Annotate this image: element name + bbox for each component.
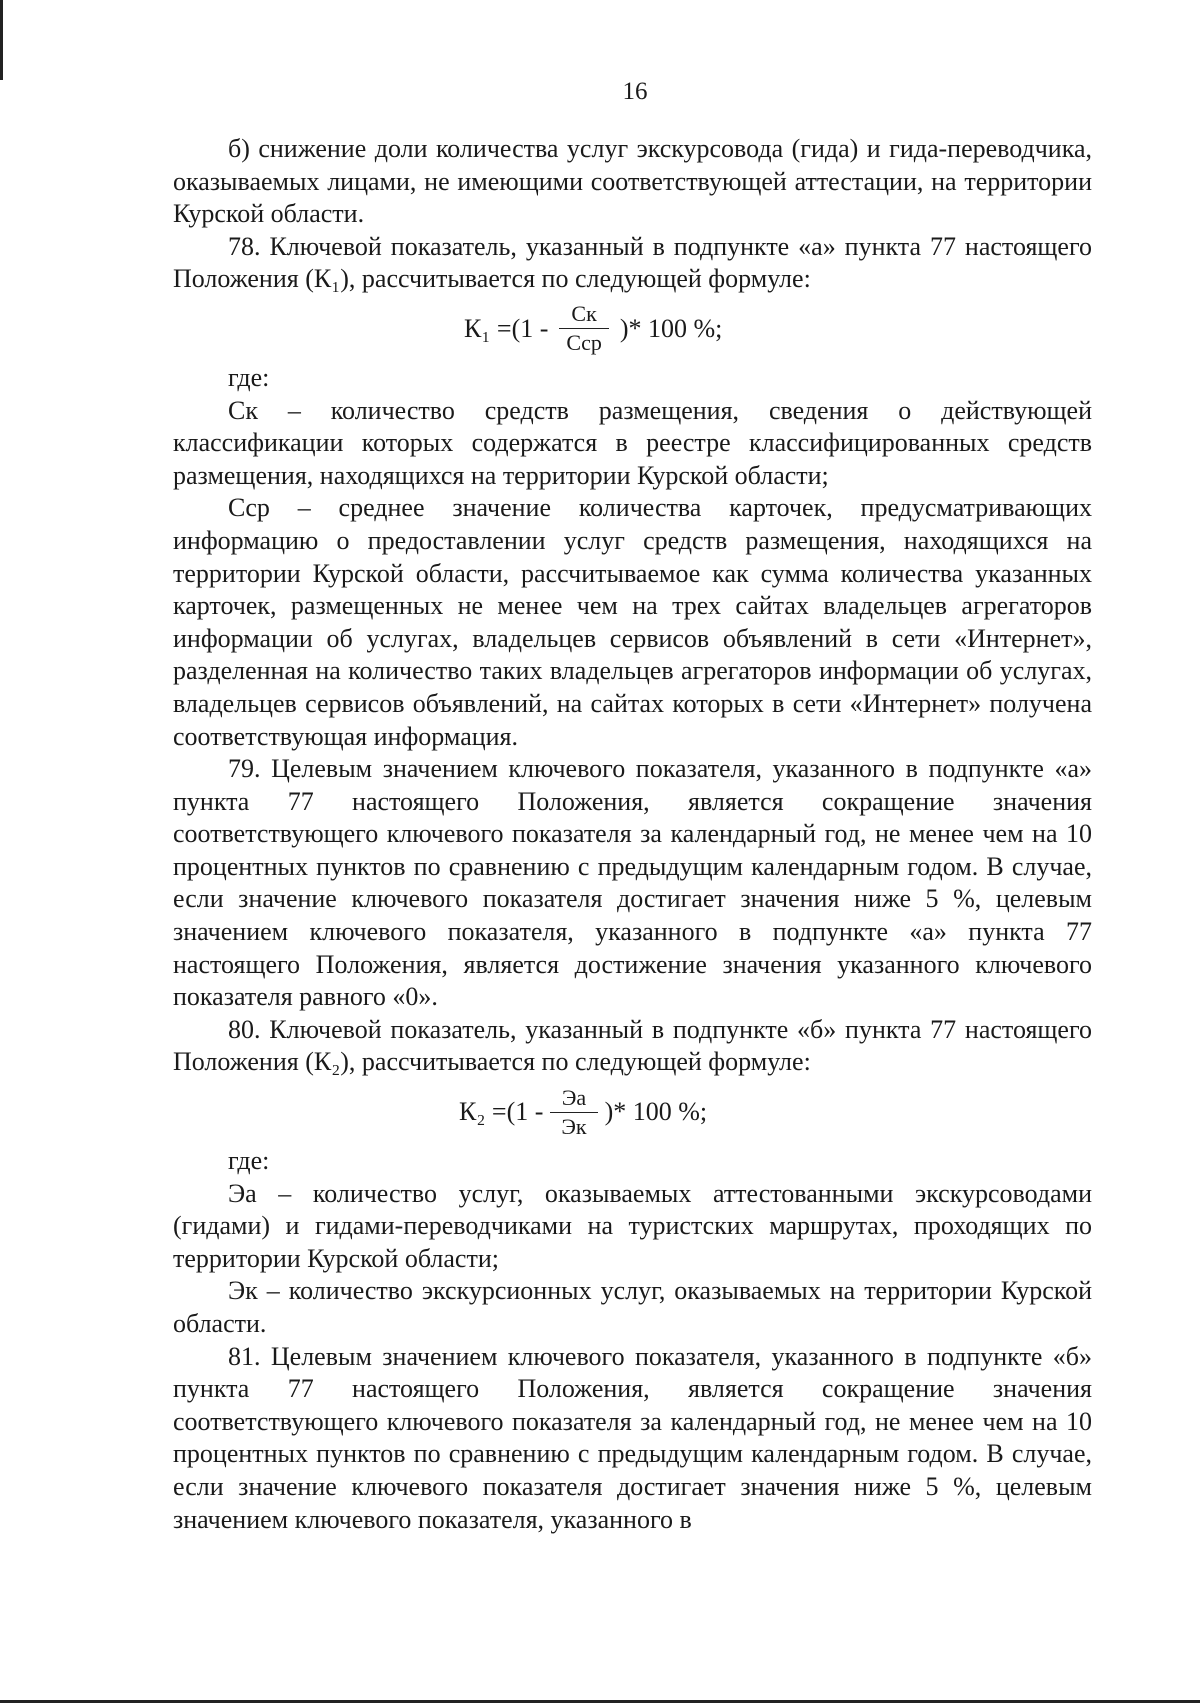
where-label-1: где:: [228, 362, 270, 392]
formula-k2-lhs: К₂ =(1 -: [459, 1096, 544, 1126]
formula-k2-numerator: Эа: [550, 1084, 598, 1113]
formula-k2-fraction: [549, 1084, 598, 1141]
formula-k1: [173, 296, 1092, 362]
definition-ck: Cк – количество средств размещения, сведения о действующей классификации которых содержатся в реестре классифицированных средств размещения, находящихся на территории Курской области;: [173, 395, 1092, 490]
paragraph-79: 79. Целевым значением ключевого показателя, указанного в подпункте «а» пункта 77 настоящего Положения, является сокращение значения соответствующего ключевого показателя за календарный год, не менее чем на 10 процентных пунктов по сравнению с предыдущим календарным годом. В случае, если значение ключевого показателя достигает значения ниже 5 %, целевым значением ключевого показателя, указанного в подпункте «а» пункта 77 настоящего Положения, является достижение значения указанного ключевого показателя равного «0».: [173, 754, 1092, 1012]
formula-k2: [173, 1079, 1092, 1145]
document-body: [173, 133, 1092, 1536]
paragraph-81: 81. Целевым значением ключевого показателя, указанного в подпункте «б» пункта 77 настоящего Положения, является сокращение значения соответствующего ключевого показателя за календарный год, не менее чем на 10 процентных пунктов по сравнению с предыдущим календарным годом. В случае, если значение ключевого показателя достигает значения ниже 5 %, целевым значением ключевого показателя, указанного в: [173, 1341, 1092, 1534]
paragraph-80: 80. Ключевой показатель, указанный в подпункте «б» пункта 77 настоящего Положения (К₂), рассчитывается по следующей формуле:: [173, 1014, 1092, 1077]
paragraph-78: 78. Ключевой показатель, указанный в подпункте «а» пункта 77 настоящего Положения (К₁), рассчитывается по следующей формуле:: [173, 231, 1092, 294]
formula-k1-rhs: )* 100 %;: [619, 313, 723, 343]
formula-k2-rhs: )* 100 %;: [604, 1096, 708, 1126]
formula-k1-lhs: К₁ =(1 -: [464, 313, 549, 343]
definition-ea: Эа – количество услуг, оказываемых аттестованными экскурсоводами (гидами) и гидами-переводчиками на туристских маршрутах, проходящих по территории Курской области;: [173, 1178, 1092, 1273]
formula-k2-denominator: Эк: [561, 1113, 587, 1139]
paragraph-b: б) снижение доли количества услуг экскурсовода (гида) и гида-переводчика, оказываемых лицами, не имеющими соответствующей аттестации, на территории Курской области.: [173, 134, 1092, 229]
definition-ek: Эк – количество экскурсионных услуг, оказываемых на территории Курской области.: [173, 1276, 1092, 1338]
formula-k1-numerator: Cк: [559, 300, 608, 329]
where-label-2: где:: [228, 1146, 270, 1176]
formula-k1-fraction: [554, 300, 613, 357]
formula-k1-denominator: Cср: [566, 330, 602, 356]
page-number: 16: [622, 78, 648, 105]
definition-ccp: Cср – среднее значение количества карточек, предусматривающих информацию о предоставлении услуг средств размещения, находящихся на территории Курской области, рассчитываемое как сумма количества указанных карточек, размещенных не менее чем на трех сайтах владельцев агрегаторов информации об услугах, владельцев сервисов объявлений в сети «Интернет», разделенная на количество таких владельцев агрегаторов информации об услугах, владельцев сервисов объявлений, на сайтах которых в сети «Интернет» получена соответствующая информация.: [173, 493, 1092, 751]
scan-edge-left: [0, 0, 3, 80]
